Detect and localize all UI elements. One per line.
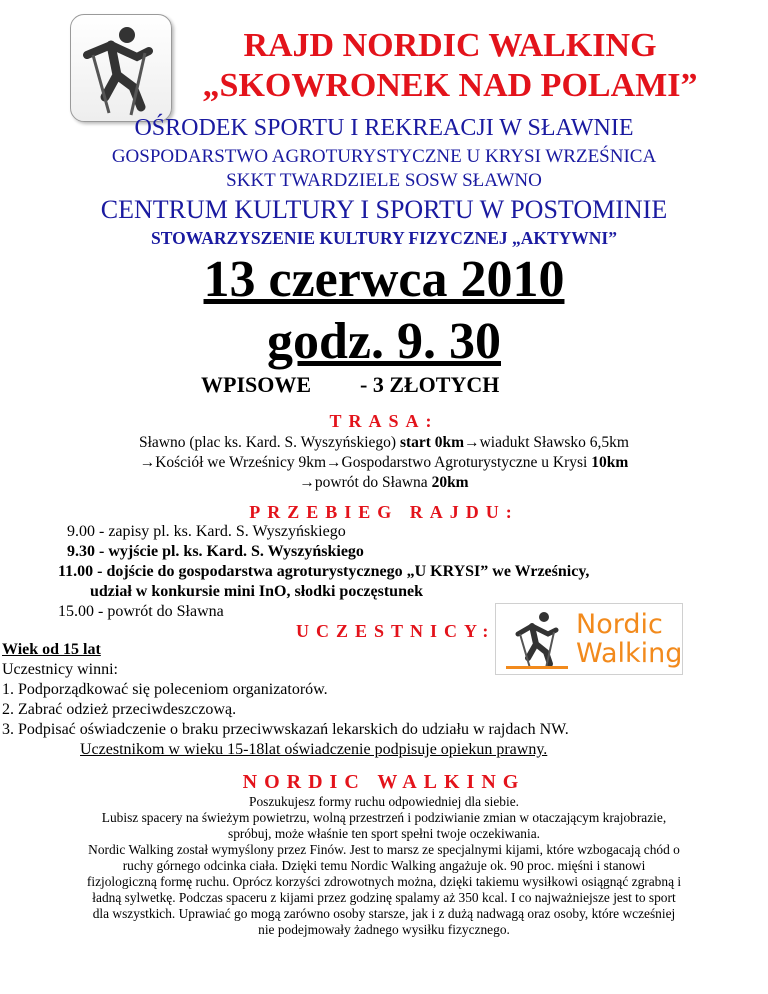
route-heading: TRASA: [329,411,439,431]
route-line1-end: →wiadukt Sławsko 6,5km [464,434,629,451]
route-line2-km: 10km [591,454,629,471]
route-line3-text: →powrót do Sławna [299,474,432,491]
fee-value: - 3 ZŁOTYCH [360,372,500,397]
route-line3 [0,473,768,493]
about-line: Nordic Walking został wymyślony przez Finów. Jest to marsz ze specjalnymi kijami, które wzbogacają chód o [88,842,680,857]
event-date: 13 czerwca 2010 [203,251,565,308]
participants-age: Wiek od 15 lat [2,641,101,658]
schedule-text: - dojście do gospodarstwa agroturystycznego „U KRYSI” we Wrześnicy, [93,563,590,580]
guardian-note: Uczestnikom w wieku 15-18lat oświadczenie podpisuje opiekun prawny. [80,741,548,758]
schedule-time: 9.30 [67,543,95,560]
route-line1 [0,433,768,453]
route-line2-text: →Kościół we Wrześnicy 9km→Gospodarstwo Agroturystyczne u Krysi [139,454,592,471]
schedule-text: - zapisy pl. ks. Kard. S. Wyszyńskiego [95,523,346,540]
route-line1-start-km: start 0km [399,434,465,451]
event-title-line2: „SKOWRONEK NAD POLAMI” [202,67,698,104]
route-line2 [0,453,768,473]
schedule-time: 9.00 [67,523,95,540]
about-line: ładną sylwetkę. Podczas spaceru z kijami przez godzinę spalamy aż 350 kcal. I co najważniejsze jest to sport [92,890,676,905]
about-line: spróbuj, może właśnie ten sport spełni twoje oczekiwania. [228,826,540,841]
about-heading: NORDIC WALKING [242,771,526,793]
participants-intro: Uczestnicy winni: [2,661,118,678]
schedule-item [58,602,224,622]
organizer-osir: OŚRODEK SPORTU I REKREACJI W SŁAWNIE [134,115,634,141]
schedule-heading: PRZEBIEG RAJDU: [249,502,519,522]
schedule-time: 15.00 [58,603,94,620]
schedule-text: - powrót do Sławna [94,603,224,620]
schedule-item [67,522,346,542]
organizer-stowarzyszenie: STOWARZYSZENIE KULTURY FIZYCZNEJ „AKTYWNI” [151,228,617,248]
walker-pictogram-icon [504,608,570,670]
about-line: nie podejmowały żadnego wysiłku fizycznego. [258,922,510,937]
participants-heading: UCZESTNICY: [296,621,496,641]
event-title-line1: RAJD NORDIC WALKING [243,27,657,64]
nw-logo-line1: Nordic [576,609,663,640]
route-line1-start: Sławno (plac ks. Kard. S. Wyszyńskiego) [138,434,400,451]
organizer-skkt: SKKT TWARDZIELE SOSW SŁAWNO [226,170,542,191]
participants-rule: 2. Zabrać odzież przeciwdeszczową. [2,701,237,718]
about-line: Lubisz spacery na świeżym powietrzu, wolną przestrzeń i podziwianie zmian w otaczającym krajobrazie, [101,810,667,825]
schedule-text: - wyjście pl. ks. Kard. S. Wyszyńskiego [95,543,364,560]
about-line: Poszukujesz formy ruchu odpowiedniej dla siebie. [249,794,519,809]
schedule-item [90,582,423,602]
about-line: dla wszystkich. Uprawiać go mogą zarówno osoby starsze, jak i z dużą nadwagą oraz osoby, które wcześniej [92,906,676,921]
schedule-item [67,542,364,562]
nordic-walking-logo [495,603,683,675]
nw-logo-line2: Walking [576,638,683,669]
participants-rule: 1. Podporządkować się poleceniom organizatorów. [2,681,328,698]
schedule-time: 11.00 [58,563,94,580]
nordic-walker-icon [71,15,171,121]
nordic-walking-logo-text [576,610,682,668]
fee-label: WPISOWE [201,372,312,397]
participants-rule: 3. Podpisać oświadczenie o braku przeciwwskazań lekarskich do udziału w rajdach NW. [2,721,569,738]
organizer-centrum: CENTRUM KULTURY I SPORTU W POSTOMINIE [100,195,668,224]
schedule-text: udział w konkursie mini InO, słodki poczęstunek [90,583,423,600]
organizer-agroturystyka: GOSPODARSTWO AGROTURYSTYCZNE U KRYSI WRZEŚNICA [111,146,657,167]
schedule-item [58,562,589,582]
nordic-walker-logo [70,14,172,122]
route-line3-km: 20km [431,474,469,491]
about-line: fizjologiczną formę ruchu. Oprócz korzyści zdrowotnych można, dzięki takiemu wysiłkowi osiągnąć zgrabną i [86,874,682,889]
event-time: godz. 9. 30 [267,313,501,370]
about-line: ruchy górnego odcinka ciała. Dzięki temu Nordic Walking angażuje ok. 90 proc. mięśni i stanowi [122,858,646,873]
